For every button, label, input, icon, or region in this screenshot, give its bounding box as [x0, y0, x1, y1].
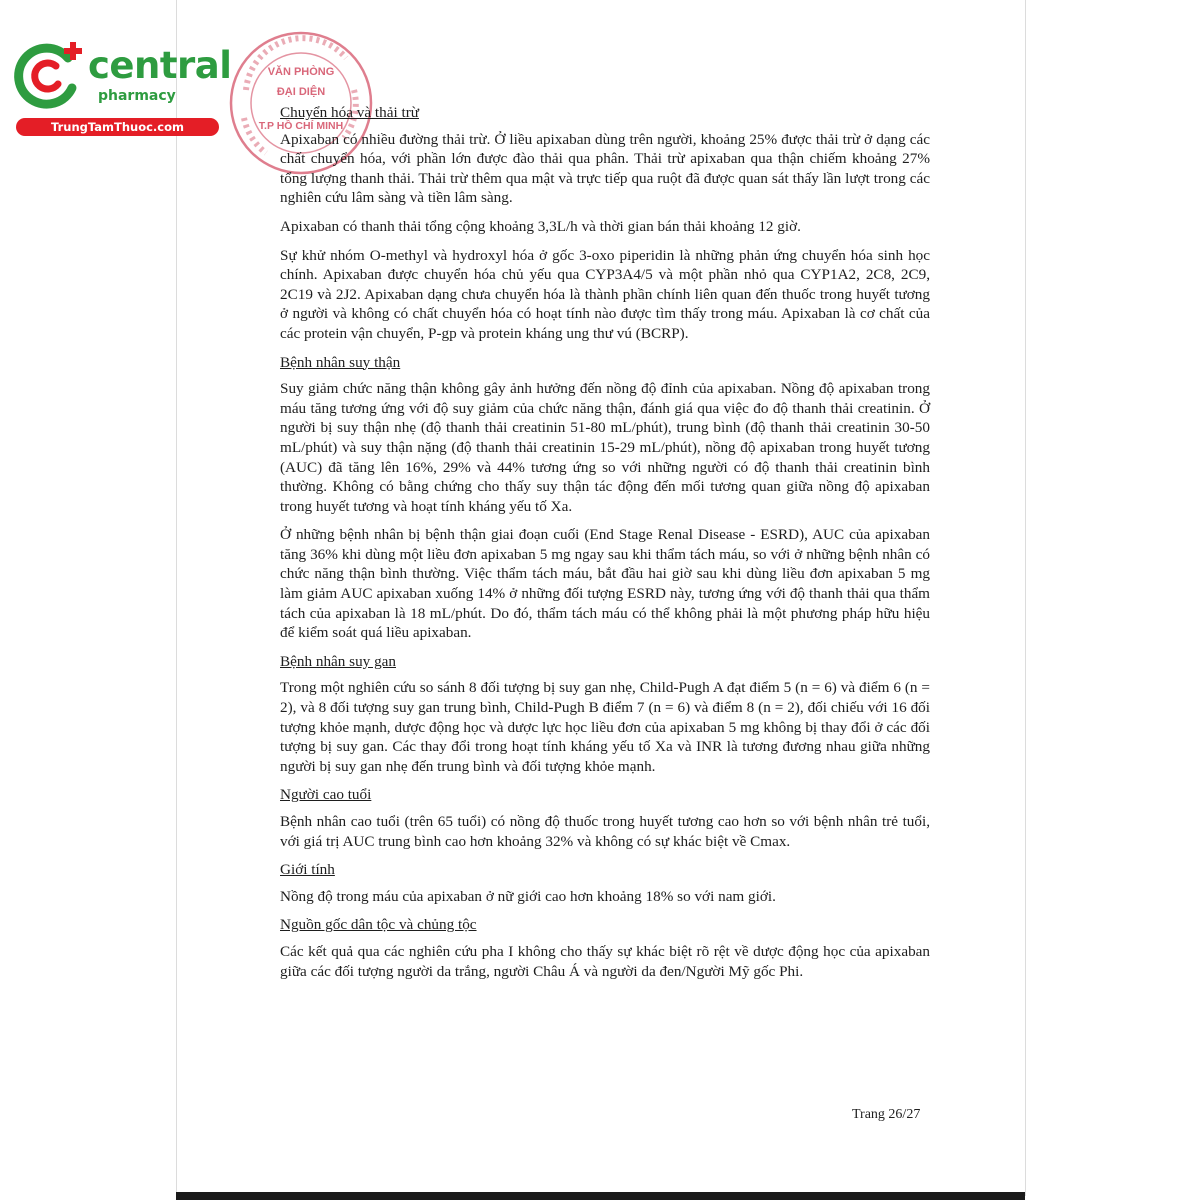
paragraph: Apixaban có nhiều đường thải trừ. Ở liều apixaban dùng trên người, khoảng 25% được thải trừ ở dạng các chất chuyển hóa, với phần lớn được đào thải qua phân. Thải trừ apixaban qua thận chiếm khoảng 27% tổng lượng thanh thải. Thải trừ thêm qua mật và trực tiếp qua ruột đã được quan sát thấy lần lượt trong các nghiên cứu lâm sàng và tiền lâm sàng.	[280, 130, 930, 207]
paragraph: Apixaban có thanh thải tổng cộng khoảng 3,3L/h và thời gian bán thải khoảng 12 giờ.	[280, 217, 801, 235]
paragraph: Ở những bệnh nhân bị bệnh thận giai đoạn cuối (End Stage Renal Disease - ESRD), AUC của apixaban tăng 36% khi dùng một liều đơn apixaban 5 mg ngay sau khi thẩm tách máu, so với ở những bệnh nhân có chức năng thận bình thường. Việc thẩm tách máu, bắt đầu hai giờ sau khi dùng liều đơn apixaban 5 mg làm giảm AUC apixaban xuống 14% ở những đối tượng ESRD này, tương ứng với độ thanh thải qua thẩm tách của apixaban là 18 mL/phút. Do đó, thẩm tách máu có thể không phải là một phương pháp hữu hiệu để kiểm soát quá liều apixaban.	[280, 526, 930, 642]
logo-website: TrungTamThuoc.com	[16, 118, 219, 136]
section-heading: Nguồn gốc dân tộc và chủng tộc	[280, 916, 477, 934]
section-hepatic-impairment	[280, 652, 930, 777]
section-elderly	[280, 785, 930, 851]
central-pharmacy-logo[interactable]	[10, 38, 232, 138]
left-margin-background	[0, 0, 176, 1200]
paragraph: Bệnh nhân cao tuổi (trên 65 tuổi) có nồng độ thuốc trong huyết tương cao hơn so với bệnh nhân trẻ tuổi, với giá trị AUC trung bình cao hơn khoảng 32% và không có sự khác biệt về Cmax.	[280, 813, 930, 850]
section-heading: Bệnh nhân suy gan	[280, 652, 396, 670]
pharmacy-cross-icon	[10, 38, 90, 110]
document-body	[280, 103, 930, 990]
section-metabolism	[280, 103, 930, 344]
page-bottom-edge	[176, 1192, 1025, 1200]
section-renal-impairment	[280, 353, 930, 643]
section-ethnicity	[280, 915, 930, 981]
section-heading: Chuyển hóa và thải trừ	[280, 104, 419, 121]
paragraph: Các kết quả qua các nghiên cứu pha I không cho thấy sự khác biệt rõ rệt về dược động học của apixaban giữa các đối tượng người da trắng, người Châu Á và người da đen/Người Mỹ gốc Phi.	[280, 942, 930, 980]
section-heading: Người cao tuổi	[280, 786, 372, 804]
paragraph: Nồng độ trong máu của apixaban ở nữ giới cao hơn khoảng 18% so với nam giới.	[280, 887, 776, 905]
stamp-line-2: ĐẠI DIỆN	[276, 86, 326, 98]
paragraph: Suy giảm chức năng thận không gây ảnh hưởng đến nồng độ đỉnh của apixaban. Nồng độ apixaban trong máu tăng tương ứng với độ suy giảm của chức năng thận, đánh giá qua việc đo độ thanh thải creatinin. Ở người bị suy thận nhẹ (độ thanh thải creatinin 51-80 mL/phút), trung bình (độ thanh thải creatinin 30-50 mL/phút) và suy thận nặng (độ thanh thải creatinin 15-29 mL/phút), nồng độ apixaban trong huyết tương (AUC) đã tăng lên 16%, 29% và 44% tương ứng so với những người có độ thanh thải creatinin bình thường. Không có bằng chứng cho thấy suy thận tác động đến mối tương quan giữa nồng độ apixaban trong huyết tương và hoạt tính kháng yếu tố Xa.	[280, 380, 930, 515]
paragraph: Sự khử nhóm O-methyl và hydroxyl hóa ở gốc 3-oxo piperidin là những phản ứng chuyển hóa sinh học chính. Apixaban được chuyển hóa chủ yếu qua CYP3A4/5 và một phần nhỏ qua CYP1A2, 2C8, 2C9, 2C19 và 2J2. Apixaban dạng chưa chuyển hóa là thành phần chính liên quan đến thuốc trong huyết tương ở người và không có chất chuyển hóa có hoạt tính nào được tìm thấy trong máu. Apixaban là cơ chất của các protein vận chuyển, P-gp và protein kháng ung thư vú (BCRP).	[280, 246, 930, 342]
stamp-line-3: T.P HỒ CHÍ MINH	[258, 120, 344, 132]
section-heading: Giới tính	[280, 861, 335, 879]
section-gender	[280, 860, 930, 906]
right-margin-background	[1024, 0, 1200, 1200]
logo-subtitle: pharmacy	[98, 88, 176, 104]
page-number: Trang 26/27	[852, 1107, 921, 1122]
paragraph: Trong một nghiên cứu so sánh 8 đối tượng bị suy gan nhẹ, Child-Pugh A đạt điểm 5 (n = 6) và điểm 6 (n = 2), và 8 đối tượng suy gan trung bình, Child-Pugh B điểm 7 (n = 6) và điểm 8 (n = 2), đối chiếu với 16 đối tượng khỏe mạnh, dược động học và dược lực học liều đơn của apixaban 5 mg không bị thay đổi ở các đối tượng bị suy gan. Các thay đổi trong hoạt tính kháng yếu tố Xa và INR là tương đương nhau giữa những người bị suy gan nhẹ đến trung bình và đối tượng khỏe mạnh.	[280, 679, 930, 775]
section-heading: Bệnh nhân suy thận	[280, 353, 401, 371]
logo-brand-text: central	[88, 44, 232, 87]
stamp-line-1: VĂN PHÒNG	[267, 66, 335, 78]
